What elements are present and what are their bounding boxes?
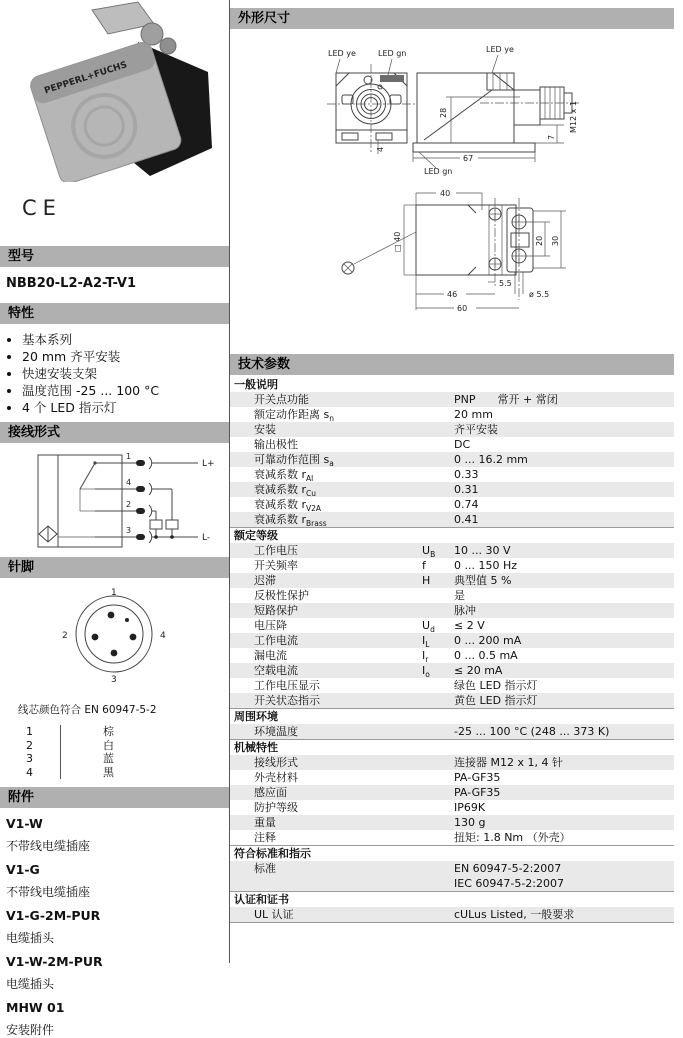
dimension-drawing xyxy=(230,0,683,348)
spec-row xyxy=(230,482,674,497)
dim-sq40-label: □ 40 xyxy=(393,231,402,252)
wire-color-row xyxy=(26,752,229,766)
wiring-pin1-label: 1 xyxy=(126,452,132,461)
spec-label-sub: Al xyxy=(306,474,314,484)
spec-rows xyxy=(230,392,674,527)
spec-row xyxy=(230,558,674,573)
wiring-pin2-label: 2 xyxy=(126,500,132,509)
wire-pin: 1 xyxy=(26,725,33,738)
spec-label: 空载电流 xyxy=(254,664,298,677)
spec-row xyxy=(230,648,674,663)
dim-dia55-label: ø 5.5 xyxy=(529,290,550,299)
model-number: NBB20-L2-A2-T-V1 xyxy=(6,276,137,291)
section-header-wiring: 接线形式 xyxy=(0,422,229,443)
spec-label: 可靠动作范围 s xyxy=(254,453,330,466)
wiring-lplus-label: L+ xyxy=(202,459,215,469)
ce-mark: CE xyxy=(22,196,62,220)
spec-value: ≤ 20 mA xyxy=(454,664,503,677)
spec-label: 开关频率 xyxy=(254,559,298,572)
wire-color-row xyxy=(26,766,229,780)
spec-label: 感应面 xyxy=(254,786,287,799)
spec-row xyxy=(230,907,674,922)
spec-value: 脉冲 xyxy=(454,604,476,617)
spec-row xyxy=(230,512,674,527)
spec-row xyxy=(230,693,674,708)
spec-row xyxy=(230,785,674,800)
spec-row xyxy=(230,770,674,785)
wire-color-row xyxy=(26,739,229,753)
spec-label: 注释 xyxy=(254,831,276,844)
feature-item: • 20 mm 齐平安装 xyxy=(22,348,229,365)
dim-m12-label: M12 x 1 xyxy=(569,101,578,133)
spec-symbol: I xyxy=(422,649,426,662)
dim-7-label: 7 xyxy=(547,134,556,140)
spec-rows xyxy=(230,724,674,739)
spec-value: 典型值 5 % xyxy=(454,574,512,587)
dim-20-label: 20 xyxy=(535,235,544,246)
spec-rows xyxy=(230,755,674,845)
wire-pin: 4 xyxy=(26,765,33,779)
spec-section-header: 符合标准和指示 xyxy=(230,845,674,861)
spec-label: 外壳材料 xyxy=(254,771,298,784)
spec-section-header: 额定等级 xyxy=(230,527,674,543)
spec-label-sub: n xyxy=(329,414,334,424)
spec-row xyxy=(230,830,674,845)
spec-symbol-sub: L xyxy=(425,640,430,650)
spec-row xyxy=(230,800,674,815)
dim-60-label: 60 xyxy=(457,304,468,313)
spec-label: UL 认证 xyxy=(254,908,294,921)
spec-value: ≤ 2 V xyxy=(454,619,485,632)
section-header-accessories: 附件 xyxy=(0,787,229,808)
connector-knob-shape xyxy=(141,23,163,45)
spec-value: cULus Listed, 一般要求 xyxy=(454,908,575,921)
spec-row xyxy=(230,407,674,422)
spec-symbol: I xyxy=(422,664,426,677)
section-header-model: 型号 xyxy=(0,246,229,267)
pin2-label: 2 xyxy=(62,631,68,641)
accessory-desc: 电缆插头 xyxy=(6,977,55,991)
section-header-features: 特性 xyxy=(0,303,229,324)
spec-label: 衰减系数 r xyxy=(254,498,307,511)
feature-list xyxy=(0,331,229,416)
led-gn-label-2: LED gn xyxy=(424,167,453,176)
feature-item: • 温度范围 -25 ... 100 °C xyxy=(22,382,229,399)
spec-row xyxy=(230,497,674,512)
spec-value: 0.31 xyxy=(454,483,479,496)
spec-label-sub: Brass xyxy=(306,519,327,529)
wire-color: 黑 xyxy=(60,766,114,780)
feature-item: • 基本系列 xyxy=(22,331,229,348)
led-ye-label-2: LED ye xyxy=(486,45,514,54)
spec-label-sub: V2A xyxy=(306,504,322,514)
spec-label: 重量 xyxy=(254,816,276,829)
spec-label: 衰减系数 r xyxy=(254,468,307,481)
spec-symbol: U xyxy=(422,544,431,557)
spec-label: 工作电压显示 xyxy=(254,679,320,692)
spec-label: 开关点功能 xyxy=(254,393,309,406)
spec-section-header: 机械特性 xyxy=(230,739,674,755)
spec-label: 衰减系数 r xyxy=(254,483,307,496)
spec-section-header: 认证和证书 xyxy=(230,891,674,907)
spec-label: 电压降 xyxy=(254,619,287,632)
wiring-pin3-label: 3 xyxy=(126,526,132,535)
spec-value: 0 ... 150 Hz xyxy=(454,559,518,572)
section-header-pins: 针脚 xyxy=(0,557,229,578)
spec-value: IP69K xyxy=(454,801,486,814)
spec-label: 安装 xyxy=(254,423,276,436)
spec-row xyxy=(230,392,674,407)
brand-text: PEPPERL+FUCHS xyxy=(43,60,129,97)
accessory-name: MHW 01 xyxy=(6,1000,65,1015)
spec-symbol: f xyxy=(422,559,426,572)
spec-symbol: U xyxy=(422,619,431,632)
dim-30-label: 30 xyxy=(551,235,560,246)
spec-row xyxy=(230,618,674,633)
wire-pin: 3 xyxy=(26,752,33,765)
wire-pin: 2 xyxy=(26,738,33,752)
wire-color: 蓝 xyxy=(60,752,114,766)
spec-row xyxy=(230,452,674,467)
led-ye-label-1: LED ye xyxy=(328,49,356,58)
connector-knob2-shape xyxy=(160,38,176,54)
led-gn-label-1: LED gn xyxy=(378,49,407,58)
wire-color-note: 线芯颜色符合 EN 60947-5-2 xyxy=(18,704,157,716)
spec-row xyxy=(230,573,674,588)
spec-label: 工作电压 xyxy=(254,544,298,557)
spec-row xyxy=(230,588,674,603)
feature-item: • 4 个 LED 指示灯 xyxy=(22,399,229,416)
spec-symbol: I xyxy=(422,634,426,647)
dim-55-label: 5.5 xyxy=(499,279,512,288)
spec-row xyxy=(230,543,674,558)
dim-40-label: 40 xyxy=(440,189,451,198)
accessory-name: V1-G-2M-PUR xyxy=(6,908,101,923)
spec-symbol-sub: B xyxy=(430,550,436,560)
pin4-label: 4 xyxy=(160,631,166,641)
spec-value: 是 xyxy=(454,589,465,602)
accessory-desc: 电缆插头 xyxy=(6,931,55,945)
spec-symbol-sub: o xyxy=(425,670,430,680)
pin1-label: 1 xyxy=(111,588,117,598)
section-header-tech: 技术参数 xyxy=(230,354,674,375)
spec-symbol-sub: r xyxy=(425,655,429,665)
spec-label: 衰减系数 r xyxy=(254,513,307,526)
spec-rows xyxy=(230,907,674,923)
wire-color: 棕 xyxy=(60,725,114,739)
spec-row xyxy=(230,815,674,830)
spec-label: 工作电流 xyxy=(254,634,298,647)
spec-table xyxy=(230,377,674,923)
dim-46-label: 46 xyxy=(447,290,458,299)
dim-28-label: 28 xyxy=(439,107,448,118)
spec-row xyxy=(230,633,674,648)
spec-label: 迟滞 xyxy=(254,574,276,587)
accessory-list xyxy=(6,816,229,1038)
spec-symbol: H xyxy=(422,574,431,587)
spec-row xyxy=(230,603,674,618)
feature-item: • 快速安装支架 xyxy=(22,365,229,382)
spec-value: 连接器 M12 x 1, 4 针 xyxy=(454,756,563,769)
spec-value: 0.41 xyxy=(454,513,479,526)
spec-label: 漏电流 xyxy=(254,649,287,662)
spec-value: 绿色 LED 指示灯 xyxy=(454,679,538,692)
pin3-label: 3 xyxy=(111,675,117,685)
spec-value: 齐平安装 xyxy=(454,423,498,436)
wire-color-row xyxy=(26,725,229,739)
wire-color-table xyxy=(26,725,229,779)
spec-label: 标准 xyxy=(254,862,276,875)
spec-label: 输出极性 xyxy=(254,438,298,451)
accessory-name: V1-G xyxy=(6,862,40,877)
spec-value-2: IEC 60947-5-2:2007 xyxy=(454,877,564,890)
accessory-name: V1-W xyxy=(6,816,43,831)
accessory-desc: 不带线电缆插座 xyxy=(6,839,91,853)
pinout-diagram xyxy=(0,586,229,686)
spec-value: -25 ... 100 °C (248 ... 373 K) xyxy=(454,725,610,738)
spec-label-sub: a xyxy=(329,459,334,469)
spec-row xyxy=(230,724,674,739)
spec-rows xyxy=(230,543,674,708)
spec-row xyxy=(230,678,674,693)
spec-symbol-sub: d xyxy=(430,625,435,635)
dim-67-label: 67 xyxy=(463,154,474,163)
spec-row xyxy=(230,861,674,891)
spec-row xyxy=(230,663,674,678)
spec-value: DC xyxy=(454,438,471,451)
right-column xyxy=(230,0,683,963)
spec-row xyxy=(230,437,674,452)
spec-label: 短路保护 xyxy=(254,604,298,617)
spec-label-sub: Cu xyxy=(306,489,317,499)
spec-label: 接线形式 xyxy=(254,756,298,769)
spec-label: 环境温度 xyxy=(254,725,298,738)
spec-value: 0 ... 0.5 mA xyxy=(454,649,518,662)
spec-section-header: 周围环境 xyxy=(230,708,674,724)
dim-4-label: 4 xyxy=(376,146,385,152)
spec-value: 0.33 xyxy=(454,468,479,481)
left-column xyxy=(0,0,230,1037)
spec-value: 10 ... 30 V xyxy=(454,544,511,557)
spec-value: 0.74 xyxy=(454,498,479,511)
wiring-lminus-label: L- xyxy=(202,533,211,543)
spec-value: 20 mm xyxy=(454,408,493,421)
spec-label: 额定动作距离 s xyxy=(254,408,330,421)
spec-label: 反极性保护 xyxy=(254,589,309,602)
spec-label: 开关状态指示 xyxy=(254,694,320,707)
spec-value-2: 常开 + 常闭 xyxy=(497,393,558,406)
spec-value: PA-GF35 xyxy=(454,786,501,799)
accessory-name: V1-W-2M-PUR xyxy=(6,954,103,969)
spec-row xyxy=(230,422,674,437)
wiring-pin4-label: 4 xyxy=(126,478,132,487)
wire-color: 白 xyxy=(60,739,114,753)
spec-section-header: 一般说明 xyxy=(234,378,278,391)
spec-value: PNP xyxy=(454,393,476,406)
spec-value: 黄色 LED 指示灯 xyxy=(454,694,538,707)
wiring-diagram xyxy=(0,449,229,553)
spec-value: 扭矩: 1.8 Nm （外壳） xyxy=(454,831,571,844)
spec-row xyxy=(230,755,674,770)
spec-label: 防护等级 xyxy=(254,801,298,814)
spec-value: PA-GF35 xyxy=(454,771,501,784)
accessory-desc: 不带线电缆插座 xyxy=(6,885,91,899)
spec-value: 0 ... 200 mA xyxy=(454,634,522,647)
spec-value: 0 ... 16.2 mm xyxy=(454,453,528,466)
spec-rows xyxy=(230,861,674,891)
section-header-dimensions: 外形尺寸 xyxy=(230,8,674,29)
accessory-desc: 安装附件 xyxy=(6,1023,55,1037)
product-photo xyxy=(0,0,229,182)
spec-row xyxy=(230,467,674,482)
spec-value: 130 g xyxy=(454,816,486,829)
spec-value: EN 60947-5-2:2007 xyxy=(454,862,562,875)
